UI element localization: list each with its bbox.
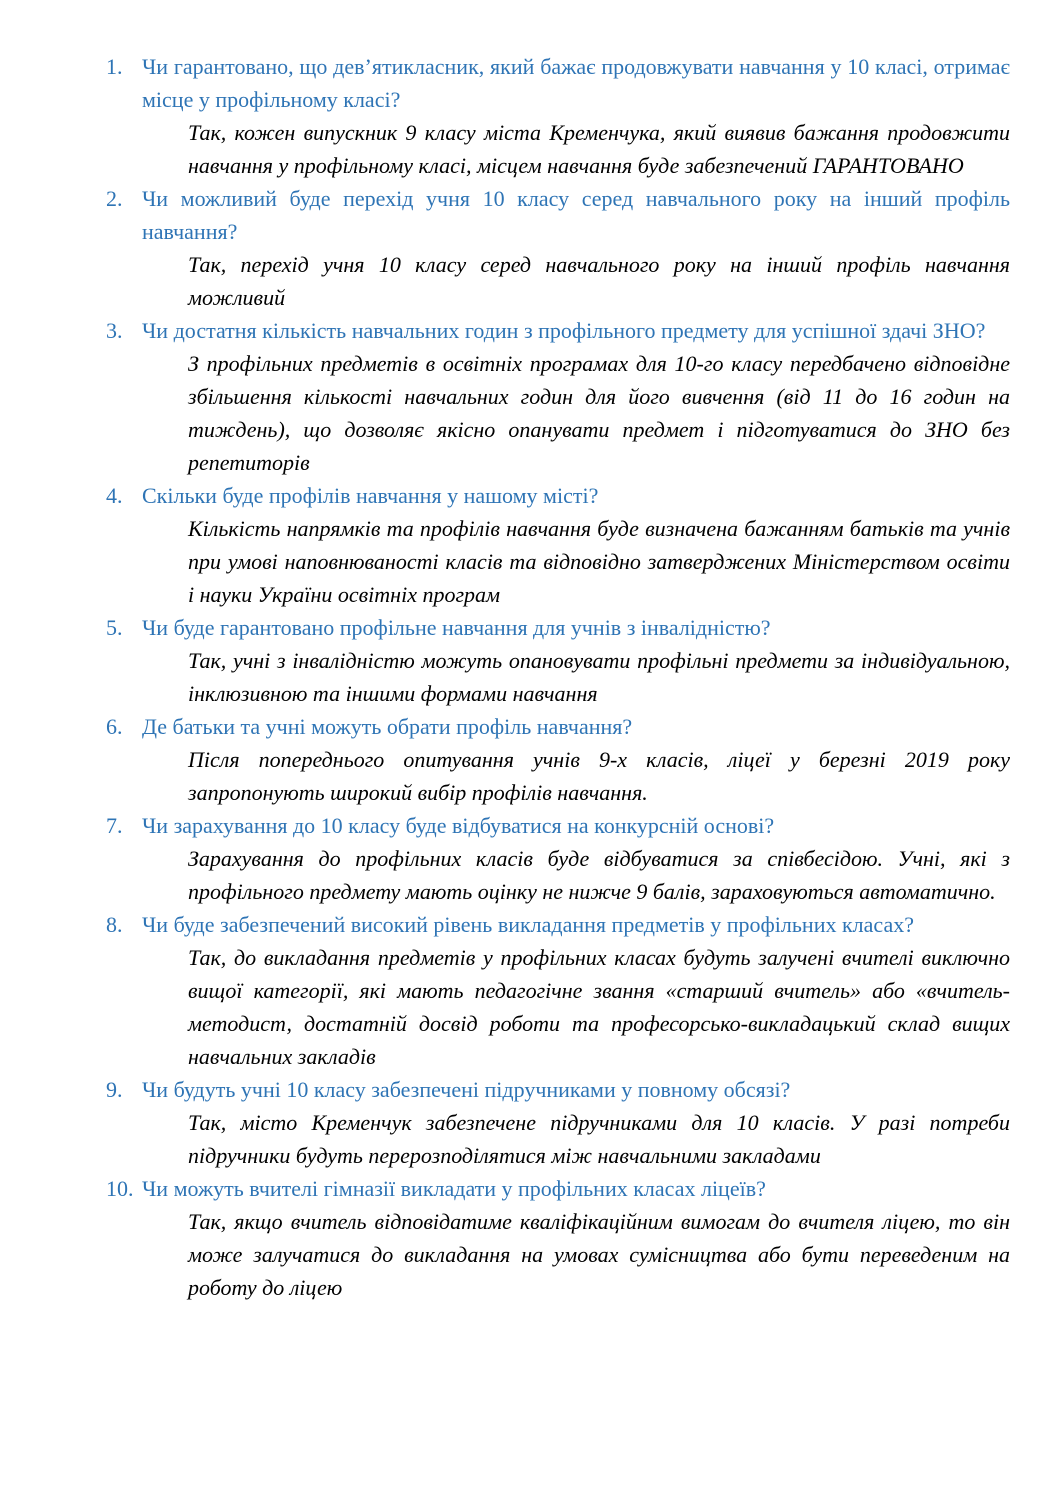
faq-answer: Кількість напрямків та профілів навчання буде визначена бажанням батьків та учнів при умові наповнюваності класів та відповідно затверджених Міністерством освіти і науки України освітніх програм [188,516,1010,607]
faq-item-1 [106,50,1010,182]
faq-question [106,182,1010,248]
faq-question [106,1073,1010,1106]
faq-question [106,710,1010,743]
question-text: Чи будуть учні 10 класу забезпечені підручниками у повному обсязі? [142,1077,791,1102]
question-text: Чи буде забезпечений високий рівень викладання предметів у профільних класах? [142,912,914,937]
faq-item-6 [106,710,1010,809]
faq-answer: Зарахування до профільних класів буде відбуватися за співбесідою. Учні, які з профільного предмету мають оцінку не нижче 9 балів, зараховуються автоматично. [188,846,1010,904]
faq-question [106,908,1010,941]
faq-answer: З профільних предметів в освітніх програмах для 10-го класу передбачено відповідне збільшення кількості навчальних годин для його вивчення (від 11 до 16 годин на тиждень), що дозволяє якісно опанувати предмет і підготуватися до ЗНО без репетиторів [188,351,1010,475]
faq-answer: Так, місто Кременчук забезпечене підручниками для 10 класів. У разі потреби підручники будуть перерозподілятися між навчальними закладами [188,1110,1010,1168]
faq-answer: Так, кожен випускник 9 класу міста Кременчука, який виявив бажання продовжити навчання у профільному класі, місцем навчання буде забезпечений ГАРАНТОВАНО [188,120,1010,178]
faq-question [106,809,1010,842]
question-text: Де батьки та учні можуть обрати профіль навчання? [142,714,633,739]
question-text: Чи можуть вчителі гімназії викладати у профільних класах ліцеїв? [142,1176,766,1201]
faq-item-5 [106,611,1010,710]
faq-item-3 [106,314,1010,479]
question-number: 3. [106,318,123,343]
faq-item-9 [106,1073,1010,1172]
question-text: Чи зарахування до 10 класу буде відбуватися на конкурсній основі? [142,813,775,838]
question-text: Чи достатня кількість навчальних годин з профільного предмету для успішної здачі ЗНО? [142,318,986,343]
faq-answer: Так, до викладання предметів у профільних класах будуть залучені вчителі виключно вищої категорії, які мають педагогічне звання «старший вчитель» або «вчитель-методист, достатній досвід роботи та професорсько-викладацький склад вищих навчальних закладів [188,945,1010,1069]
question-text: Скільки буде профілів навчання у нашому місті? [142,483,599,508]
faq-answer: Так, якщо вчитель відповідатиме кваліфікаційним вимогам до вчителя ліцею, то він може залучатися до викладання на умовах сумісництва або бути переведеним на роботу до ліцею [188,1209,1010,1300]
question-number: 9. [106,1077,123,1102]
faq-question [106,479,1010,512]
faq-answer: Після попереднього опитування учнів 9-х класів, ліцеї у березні 2019 року запропонують широкий вибір профілів навчання. [188,747,1010,805]
question-number: 5. [106,615,123,640]
question-number: 1. [106,54,123,79]
faq-question [106,611,1010,644]
question-number: 2. [106,186,123,211]
faq-answer: Так, перехід учня 10 класу серед навчального року на інший профіль навчання можливий [188,252,1010,310]
faq-item-2 [106,182,1010,314]
faq-answer: Так, учні з інвалідністю можуть опановувати профільні предмети за індивідуальною, інклюзивною та іншими формами навчання [188,648,1010,706]
faq-question [106,314,1010,347]
question-number: 8. [106,912,123,937]
question-number: 7. [106,813,123,838]
question-number: 10. [106,1176,134,1201]
question-text: Чи можливий буде перехід учня 10 класу серед навчального року на інший профіль навчання? [142,186,1010,244]
faq-item-10 [106,1172,1010,1304]
faq-question [106,50,1010,116]
question-number: 6. [106,714,123,739]
question-text: Чи буде гарантовано профільне навчання для учнів з інвалідністю? [142,615,771,640]
faq-item-8 [106,908,1010,1073]
question-text: Чи гарантовано, що дев’ятикласник, який бажає продовжувати навчання у 10 класі, отримає місце у профільному класі? [142,54,1010,112]
faq-list [106,50,1010,1304]
faq-item-4 [106,479,1010,611]
question-number: 4. [106,483,123,508]
faq-item-7 [106,809,1010,908]
faq-question [106,1172,1010,1205]
